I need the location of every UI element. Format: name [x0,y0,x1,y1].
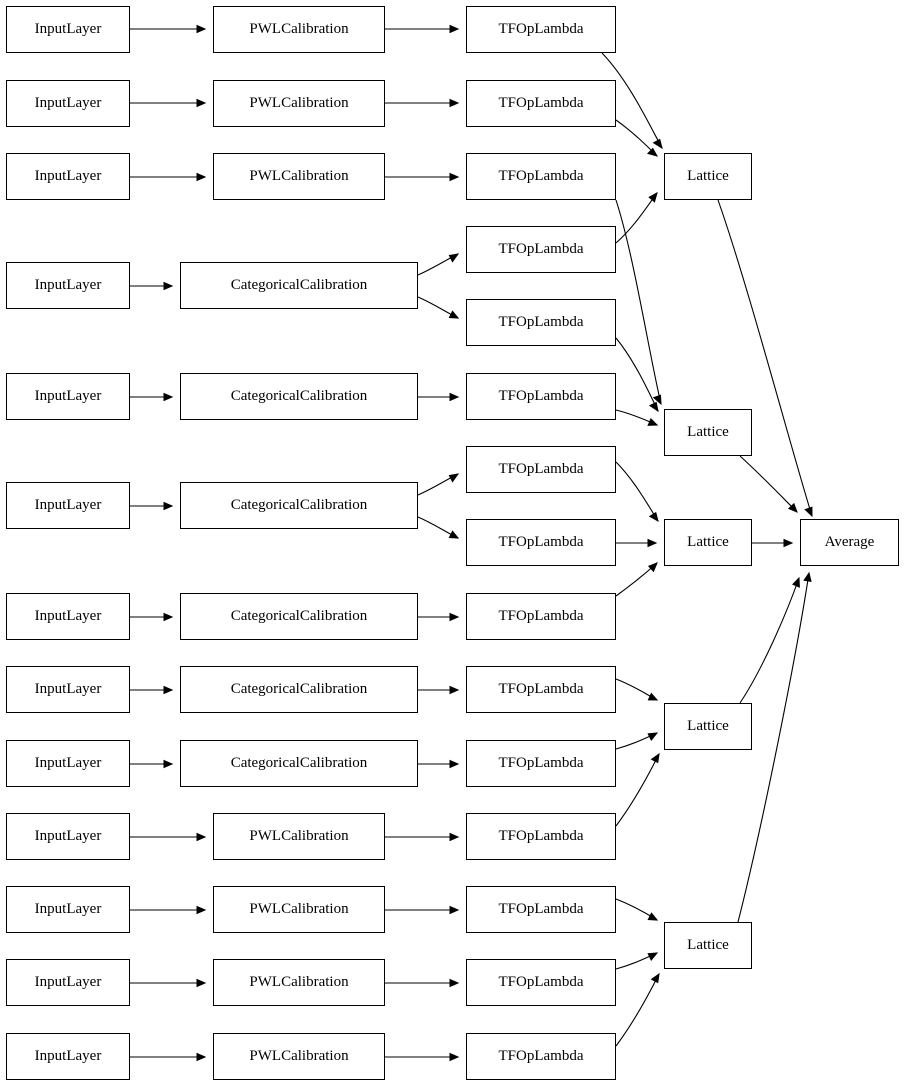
node-label: InputLayer [34,388,102,404]
node-label: Average [824,534,875,550]
node-label: InputLayer [34,681,102,697]
node-categoricalcalibration[interactable] [180,666,418,713]
node-tfoplambda[interactable] [466,740,616,787]
node-tfoplambda[interactable] [466,373,616,420]
node-pwlcalibration[interactable] [213,813,385,860]
node-lattice[interactable] [664,922,752,969]
node-label: TFOpLambda [498,901,584,917]
node-inputlayer[interactable] [6,666,130,713]
node-pwlcalibration[interactable] [213,153,385,200]
node-label: TFOpLambda [498,608,584,624]
node-label: PWLCalibration [249,974,349,990]
node-label: InputLayer [34,168,102,184]
node-pwlcalibration[interactable] [213,6,385,53]
node-label: PWLCalibration [249,95,349,111]
node-categoricalcalibration[interactable] [180,740,418,787]
node-label: TFOpLambda [498,828,584,844]
node-label: TFOpLambda [498,534,584,550]
node-tfoplambda[interactable] [466,153,616,200]
node-label: PWLCalibration [249,901,349,917]
node-label: InputLayer [34,755,102,771]
node-average[interactable] [800,519,899,566]
node-label: TFOpLambda [498,974,584,990]
node-label: Lattice [687,424,729,440]
node-label: TFOpLambda [498,388,584,404]
node-tfoplambda[interactable] [466,299,616,346]
node-label: InputLayer [34,497,102,513]
node-label: PWLCalibration [249,168,349,184]
node-label: InputLayer [34,21,102,37]
node-label: InputLayer [34,1048,102,1064]
node-label: TFOpLambda [498,21,584,37]
node-lattice[interactable] [664,519,752,566]
node-inputlayer[interactable] [6,813,130,860]
node-tfoplambda[interactable] [466,886,616,933]
node-label: Lattice [687,718,729,734]
node-inputlayer[interactable] [6,6,130,53]
node-label: TFOpLambda [498,1048,584,1064]
node-label: TFOpLambda [498,95,584,111]
node-label: Lattice [687,534,729,550]
node-tfoplambda[interactable] [466,1033,616,1080]
node-label: TFOpLambda [498,241,584,257]
node-label: PWLCalibration [249,21,349,37]
node-tfoplambda[interactable] [466,6,616,53]
node-inputlayer[interactable] [6,373,130,420]
node-lattice[interactable] [664,409,752,456]
node-label: TFOpLambda [498,681,584,697]
node-inputlayer[interactable] [6,482,130,529]
node-categoricalcalibration[interactable] [180,482,418,529]
node-label: TFOpLambda [498,168,584,184]
node-label: PWLCalibration [249,828,349,844]
node-tfoplambda[interactable] [466,666,616,713]
node-label: InputLayer [34,974,102,990]
node-label: TFOpLambda [498,461,584,477]
node-label: CategoricalCalibration [230,681,368,697]
node-inputlayer[interactable] [6,593,130,640]
node-pwlcalibration[interactable] [213,886,385,933]
node-lattice[interactable] [664,703,752,750]
node-inputlayer[interactable] [6,262,130,309]
node-inputlayer[interactable] [6,80,130,127]
node-inputlayer[interactable] [6,153,130,200]
node-label: PWLCalibration [249,1048,349,1064]
node-categoricalcalibration[interactable] [180,262,418,309]
node-label: InputLayer [34,277,102,293]
node-tfoplambda[interactable] [466,446,616,493]
node-label: InputLayer [34,95,102,111]
node-label: TFOpLambda [498,314,584,330]
node-pwlcalibration[interactable] [213,1033,385,1080]
node-inputlayer[interactable] [6,886,130,933]
node-label: InputLayer [34,608,102,624]
node-label: TFOpLambda [498,755,584,771]
node-tfoplambda[interactable] [466,80,616,127]
node-categoricalcalibration[interactable] [180,373,418,420]
node-label: CategoricalCalibration [230,277,368,293]
node-inputlayer[interactable] [6,740,130,787]
node-tfoplambda[interactable] [466,593,616,640]
node-pwlcalibration[interactable] [213,959,385,1006]
node-label: Lattice [687,937,729,953]
node-label: CategoricalCalibration [230,608,368,624]
node-label: InputLayer [34,901,102,917]
node-tfoplambda[interactable] [466,959,616,1006]
node-inputlayer[interactable] [6,959,130,1006]
node-tfoplambda[interactable] [466,519,616,566]
node-tfoplambda[interactable] [466,813,616,860]
node-label: InputLayer [34,828,102,844]
node-tfoplambda[interactable] [466,226,616,273]
node-categoricalcalibration[interactable] [180,593,418,640]
node-label: Lattice [687,168,729,184]
node-pwlcalibration[interactable] [213,80,385,127]
node-label: CategoricalCalibration [230,497,368,513]
node-inputlayer[interactable] [6,1033,130,1080]
node-label: CategoricalCalibration [230,388,368,404]
node-label: CategoricalCalibration [230,755,368,771]
node-lattice[interactable] [664,153,752,200]
